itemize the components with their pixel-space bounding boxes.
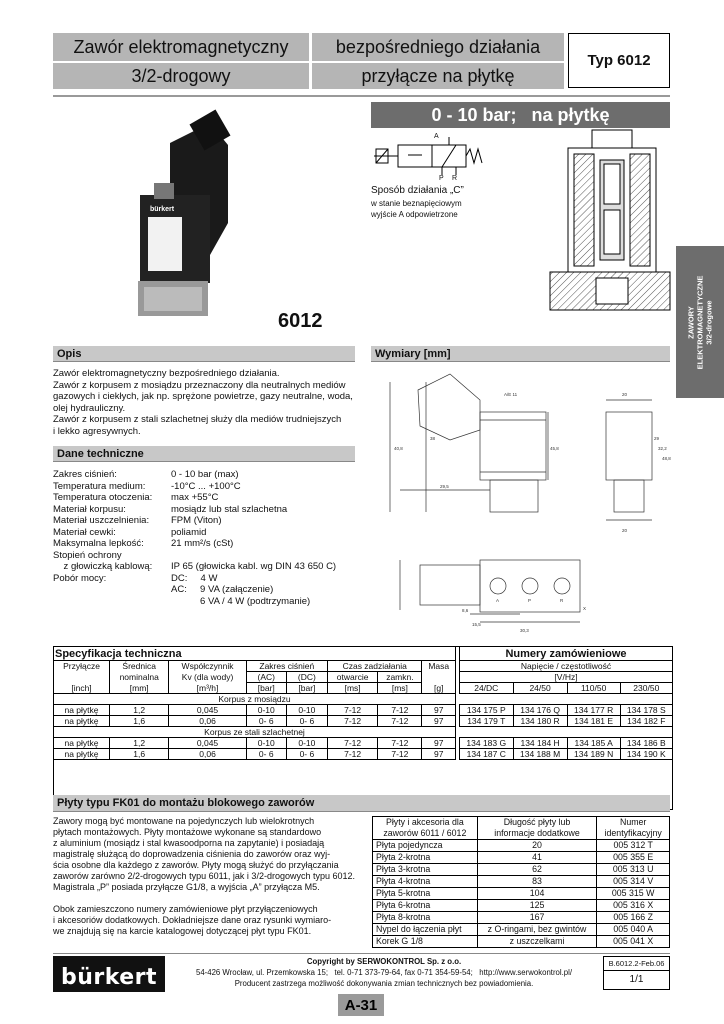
dane-list: [53, 469, 358, 607]
spec-cell: na płytkę: [54, 738, 110, 749]
spec-cell: 7-12: [378, 749, 422, 760]
footer-docbox: [603, 956, 670, 990]
spec-cell: 0,045: [169, 738, 246, 749]
plates-cell: 005 166 Z: [597, 912, 670, 924]
dim-label: 15,5: [472, 622, 481, 627]
side-tab-line3: 3/2-drogowe: [704, 299, 714, 345]
order-cell: 134 180 R: [513, 716, 567, 727]
plyty-line: Magistrala „P” posiada przyłącze G1/8, a wyjścia „A” przyłącza M5.: [53, 882, 320, 892]
title-left-1-text: Zawór elektromagnetyczny: [73, 36, 289, 57]
title-right-2-text: przyłącze na płytkę: [361, 65, 515, 86]
dane-row: [53, 504, 358, 516]
dane-heading: [53, 446, 355, 462]
order-h: [V/Hz]: [460, 672, 673, 683]
spec-cell: 1,2: [110, 705, 169, 716]
plyty-text: [53, 816, 363, 937]
plates-cell: Płyta 8-krotna: [373, 912, 478, 924]
header-title-right-1: [312, 33, 564, 61]
footer-page: 1/1: [629, 974, 644, 985]
spec-cell: 97: [422, 749, 456, 760]
plates-cell: 20: [477, 840, 597, 852]
order-cell: 134 188 M: [513, 749, 567, 760]
plates-cell: z O-ringami, bez gwintów: [477, 924, 597, 936]
dane-label: Materiał uszczelnienia:: [53, 515, 150, 526]
spec-cell: 7-12: [378, 705, 422, 716]
order-voltage: 24/50: [513, 683, 567, 694]
spec-h: Przyłącze: [54, 661, 110, 672]
spec-h: Zakres ciśnień: [246, 661, 327, 672]
spec-cell: 0,045: [169, 705, 246, 716]
dim-label: 38: [430, 436, 436, 441]
plyty-line: Zawory mogą być montowane na pojedynczych lub wielokrotnych: [53, 816, 315, 826]
plates-cell: Płyta 5-krotna: [373, 888, 478, 900]
title-right-1-text: bezpośredniego działania: [335, 36, 541, 57]
table-row: [373, 876, 670, 888]
dane-value: IP 65 (głowicka kabl. wg DIN 43 650 C): [171, 561, 337, 572]
pressure-banner: [371, 102, 670, 128]
dane-value: DC: 4 W: [171, 572, 218, 584]
spec-cell: 1,6: [110, 749, 169, 760]
plyty-line: z aluminium (mosiądz i stal kwasoodporna na zapytanie) i posiadają: [53, 838, 325, 848]
dane-row: [53, 469, 358, 481]
plates-cell: Płyta 3-krotna: [373, 864, 478, 876]
page-code-text: A-31: [344, 996, 378, 1014]
header-title-right-2: [312, 63, 564, 89]
plates-th-line: Długość płyty lub: [503, 817, 571, 827]
order-cell: 134 183 G: [460, 738, 514, 749]
plates-cell: Płyta pojedyncza: [373, 840, 478, 852]
spec-cell: 0- 6: [246, 749, 286, 760]
dane-label: Temperatura medium:: [53, 480, 146, 492]
burkert-logo: [53, 956, 165, 992]
order-cell: 134 186 B: [620, 738, 672, 749]
plates-th: [477, 817, 597, 840]
dim-label: 29: [654, 436, 660, 441]
dane-label: Zakres ciśnień:: [53, 469, 117, 480]
valve-product-photo: [110, 105, 240, 320]
spec-cell: 0-10: [286, 705, 327, 716]
dim-label: 8,6: [462, 608, 469, 613]
order-title: Numery zamówieniowe: [460, 647, 673, 661]
table-row: [54, 749, 456, 760]
opis-heading: [53, 346, 355, 362]
plates-th: [597, 817, 670, 840]
spec-unit: [bar]: [246, 683, 286, 694]
plates-cell: 41: [477, 852, 597, 864]
plates-cell: 005 315 W: [597, 888, 670, 900]
order-cell: 134 175 P: [460, 705, 514, 716]
dane-label: Materiał cewki:: [53, 526, 116, 538]
dane-value: 6 VA / 4 W (podtrzymanie): [171, 595, 311, 607]
opis-line: Zawór z korpusem z mosiądzu przeznaczony dla neutralnych mediów: [53, 379, 346, 391]
order-cell: 134 184 H: [513, 738, 567, 749]
spec-unit: [bar]: [286, 683, 327, 694]
spec-h: Współczynnik: [169, 661, 246, 672]
dim-label: 48,8: [662, 456, 671, 461]
plates-cell: 62: [477, 864, 597, 876]
plates-cell: 104: [477, 888, 597, 900]
order-h: Napięcie / częstotliwość: [460, 661, 673, 672]
spec-cell: 1,6: [110, 716, 169, 727]
footer-copyright: Copyright by SERWOKONTROL Sp. z o.o.: [306, 957, 462, 966]
dim-label: R: [560, 598, 564, 603]
dane-label: Stopień ochrony: [53, 549, 122, 561]
dane-label: Pobór mocy:: [53, 572, 107, 584]
dim-label: A: [496, 598, 500, 603]
spec-group: Korpus ze stali szlachetnej: [54, 727, 456, 738]
footer-doc-id: B.6012.2-Feb.06: [604, 957, 669, 971]
plates-th-line: identyfikacyjny: [604, 828, 662, 838]
spec-cell: na płytkę: [54, 705, 110, 716]
spec-title: Specyfikacja techniczna: [54, 647, 456, 661]
spec-group: Korpus z mosiądzu: [54, 694, 456, 705]
spec-cell: 0- 6: [286, 716, 327, 727]
spec-h: zamkn.: [378, 672, 422, 683]
plates-cell: Płyta 4-krotna: [373, 876, 478, 888]
order-cell: 134 182 F: [620, 716, 672, 727]
pressure-banner-text: 0 - 10 bar; na płytkę: [431, 104, 610, 125]
dane-row: [53, 596, 358, 608]
table-row: [460, 716, 673, 727]
dim-label: 20: [622, 528, 628, 533]
spec-h: (DC): [286, 672, 327, 683]
dane-row: [53, 573, 358, 585]
plates-cell: Płyta 6-krotna: [373, 900, 478, 912]
valve-symbol-diagram: [370, 133, 485, 185]
spec-cell: na płytkę: [54, 716, 110, 727]
burkert-logo-text: bürkert: [60, 965, 158, 990]
spec-h-empty: [54, 672, 110, 683]
symbol-caption-title: Sposób działania „C”: [371, 185, 464, 196]
dim-label: 32,2: [658, 446, 667, 451]
order-cell: 134 189 N: [567, 749, 620, 760]
spec-cell: 0-10: [286, 738, 327, 749]
spec-cell: 1,2: [110, 738, 169, 749]
spec-cell: 0- 6: [286, 749, 327, 760]
order-voltage: 110/50: [567, 683, 620, 694]
spec-cell: 7-12: [327, 716, 377, 727]
type-label: Typ 6012: [587, 52, 651, 69]
footer-notice: Producent zastrzega możliwość dokonywania zmian technicznych bez powiadomienia.: [234, 979, 534, 988]
order-cell: 134 187 C: [460, 749, 514, 760]
side-tab: [676, 246, 724, 398]
plates-cell: 005 316 X: [597, 900, 670, 912]
spec-cell: 0-10: [246, 705, 286, 716]
opis-line: gazowych i ciekłych, jak np. sprężone powietrze, gazy neutralne, woda,: [53, 391, 353, 402]
plates-table: [372, 816, 670, 948]
table-row: [373, 912, 670, 924]
table-row: [54, 738, 456, 749]
dane-heading-text: Dane techniczne: [57, 448, 144, 460]
spec-h: nominalna: [110, 672, 169, 683]
plyty-line: we znajdują się na karcie katalogowej dotyczącej płyt typu FK01.: [53, 926, 312, 936]
dim-label: A/E 11: [504, 392, 518, 397]
dim-label: X: [583, 606, 587, 611]
dane-row: [53, 492, 358, 504]
order-spacer: [460, 694, 673, 705]
spec-h: Masa: [422, 661, 456, 672]
order-cell: 134 190 K: [620, 749, 672, 760]
dim-label: 45,8: [550, 446, 559, 451]
table-row: [373, 936, 670, 948]
plates-cell: 005 355 E: [597, 852, 670, 864]
spec-h: Kv (dla wody): [169, 672, 246, 683]
symbol-caption-line1: w stanie beznapięciowym: [371, 199, 462, 208]
plates-cell: 005 314 V: [597, 876, 670, 888]
side-tab-line2: ELEKTROMAGNETYCZNE: [695, 275, 705, 369]
symbol-label-r: R: [452, 175, 458, 182]
spec-cell: 97: [422, 705, 456, 716]
order-cell: 134 179 T: [460, 716, 514, 727]
dane-label: Maksymalna lepkość:: [53, 538, 144, 549]
dim-label: 29,5: [440, 484, 449, 489]
dane-row: [53, 538, 358, 550]
dane-value: 0 - 10 bar (max): [171, 469, 239, 480]
spec-h: otwarcie: [327, 672, 377, 683]
dane-label: Temperatura otoczenia:: [53, 492, 153, 503]
plates-th: [373, 817, 478, 840]
dane-label: Materiał korpusu:: [53, 503, 126, 515]
footer-address: 54-426 Wrocław, ul. Przemkowska 15; tel. 0-71 373-79-64, fax 0-71 354-59-54; http://www.serwokontrol.pl/: [195, 968, 573, 977]
plates-th-line: informacje dodatkowe: [494, 828, 580, 838]
spec-cell: 7-12: [327, 738, 377, 749]
model-number: 6012: [278, 310, 323, 332]
dane-label: [53, 596, 171, 608]
table-row: [54, 705, 456, 716]
header-title-left-1: [53, 33, 309, 61]
dane-value: 21 mm²/s (cSt): [171, 538, 234, 549]
opis-heading-text: Opis: [57, 348, 82, 360]
order-cell: 134 178 S: [620, 705, 672, 716]
opis-line: Zawór elektromagnetyczny bezpośredniego działania.: [53, 368, 280, 379]
spec-cell: 7-12: [378, 738, 422, 749]
spec-unit: [ms]: [378, 683, 422, 694]
header-rule: [53, 95, 670, 97]
order-cell: 134 176 Q: [513, 705, 567, 716]
spec-cell: 0,06: [169, 716, 246, 727]
spec-unit: [inch]: [54, 683, 110, 694]
table-row: [373, 840, 670, 852]
dane-value: poliamid: [171, 526, 207, 538]
spec-cell: 97: [422, 716, 456, 727]
spec-h: (AC): [246, 672, 286, 683]
symbol-label-p: P: [439, 175, 444, 182]
plates-th-line: Numer: [619, 817, 647, 827]
table-row: [373, 864, 670, 876]
plyty-line: magistralę służącą do doprowadzenia ciśnienia do zaworów oraz wyj-: [53, 849, 331, 859]
table-row: [373, 924, 670, 936]
wymiary-heading: [371, 346, 670, 362]
page-code: [338, 994, 384, 1016]
dane-row: [53, 527, 358, 539]
dane-value: FPM (Viton): [171, 515, 222, 526]
opis-line: i lekko agresywnych.: [53, 425, 141, 437]
dane-row: [53, 515, 358, 527]
dim-label: 40,8: [394, 446, 403, 451]
type-box: [568, 33, 670, 88]
plyty-line: i akcesoriów dodatkowych. Dokładniejsze dane oraz rysunki wymiaro-: [53, 915, 332, 925]
dane-row: [53, 481, 358, 493]
table-row: [373, 852, 670, 864]
plates-cell: 005 040 A: [597, 924, 670, 936]
dim-label: 20: [622, 392, 628, 397]
opis-line: olej hydrauliczny.: [53, 402, 126, 414]
plates-cell: Nypel do łączenia płyt: [373, 924, 478, 936]
plyty-heading-text: Płyty typu FK01 do montażu blokowego zaworów: [57, 797, 315, 809]
plates-th-line: zaworów 6011 / 6012: [383, 828, 467, 838]
dane-row: [53, 561, 358, 573]
table-row: [54, 716, 456, 727]
plates-cell: Korek G 1/8: [373, 936, 478, 948]
dane-value: max +55°C: [171, 492, 219, 503]
plates-cell: 005 313 U: [597, 864, 670, 876]
svg-text:bürkert: bürkert: [150, 206, 175, 213]
plates-cell: 125: [477, 900, 597, 912]
spec-unit: [mm]: [110, 683, 169, 694]
opis-text: [53, 368, 358, 437]
footer-center: [170, 956, 598, 989]
valve-cross-section-drawing: [548, 128, 672, 313]
spec-unit: [ms]: [327, 683, 377, 694]
dimension-drawing: [380, 370, 672, 638]
table-row: [460, 705, 673, 716]
spec-h-empty: [422, 672, 456, 683]
spec-cell: na płytkę: [54, 749, 110, 760]
symbol-caption-line2: wyjście A odpowietrzone: [371, 210, 458, 219]
dim-label: 30,3: [520, 628, 529, 633]
table-row: [460, 749, 673, 760]
table-row: [460, 738, 673, 749]
plyty-line: Obok zamieszczono numery zamówieniowe płyt przyłączeniowych: [53, 904, 318, 914]
spec-h: Czas zadziałania: [327, 661, 422, 672]
order-voltage: 24/DC: [460, 683, 514, 694]
plyty-line: płytach montażowych. Płyty montażowe wykonane są standardowo: [53, 827, 322, 837]
opis-line: Zawór z korpusem z stali szlachetnej służy dla mediów trudniejszych: [53, 414, 342, 425]
footer-rule: [53, 953, 670, 954]
table-row: [373, 900, 670, 912]
dane-label: [53, 584, 171, 596]
dim-label: P: [528, 598, 532, 603]
plyty-line: ścia osobne dla każdego z zaworów. Płyty mogą służyć do przyłączania: [53, 860, 339, 870]
plates-cell: Płyta 2-krotna: [373, 852, 478, 864]
side-tab-line1: ZAWORY: [686, 305, 696, 339]
spec-unit: [m³/h]: [169, 683, 246, 694]
spec-cell: 0- 6: [246, 716, 286, 727]
spec-unit: [g]: [422, 683, 456, 694]
dane-value: AC: 9 VA (załączenie): [171, 584, 274, 595]
spec-cell: 0,06: [169, 749, 246, 760]
spec-cell: 7-12: [378, 716, 422, 727]
order-cell: 134 185 A: [567, 738, 620, 749]
order-voltage: 230/50: [620, 683, 672, 694]
plates-cell: 005 041 X: [597, 936, 670, 948]
spec-cell: 7-12: [327, 749, 377, 760]
dane-label: z głowiczką kablową:: [53, 561, 153, 572]
wymiary-heading-text: Wymiary [mm]: [375, 348, 451, 360]
plates-cell: 167: [477, 912, 597, 924]
plates-cell: 83: [477, 876, 597, 888]
spec-h: Średnica: [110, 661, 169, 672]
spec-table: [53, 646, 456, 760]
plyty-heading: [53, 795, 670, 812]
dane-value: mosiądz lub stal szlachetna: [171, 503, 288, 515]
header-title-left-2: [53, 63, 309, 89]
order-spacer: [460, 727, 673, 738]
plates-cell: z uszczelkami: [477, 936, 597, 948]
plyty-line: zaworów zarówno 2/2-drogowych typu 6011, jak i 3/2-drogowych typu 6012.: [53, 871, 356, 881]
plates-cell: 005 312 T: [597, 840, 670, 852]
dane-value: -10°C ... +100°C: [171, 480, 241, 492]
symbol-label-a: A: [434, 133, 439, 140]
dane-row: [53, 550, 358, 562]
title-left-2-text: 3/2-drogowy: [131, 65, 231, 86]
plates-th-line: Płyty i akcesoria dla: [385, 817, 464, 827]
order-cell: 134 177 R: [567, 705, 620, 716]
spec-cell: 7-12: [327, 705, 377, 716]
order-cell: 134 181 E: [567, 716, 620, 727]
spec-cell: 97: [422, 738, 456, 749]
table-row: [373, 888, 670, 900]
order-table: [459, 646, 673, 760]
dane-row: [53, 584, 358, 596]
spec-cell: 0-10: [246, 738, 286, 749]
